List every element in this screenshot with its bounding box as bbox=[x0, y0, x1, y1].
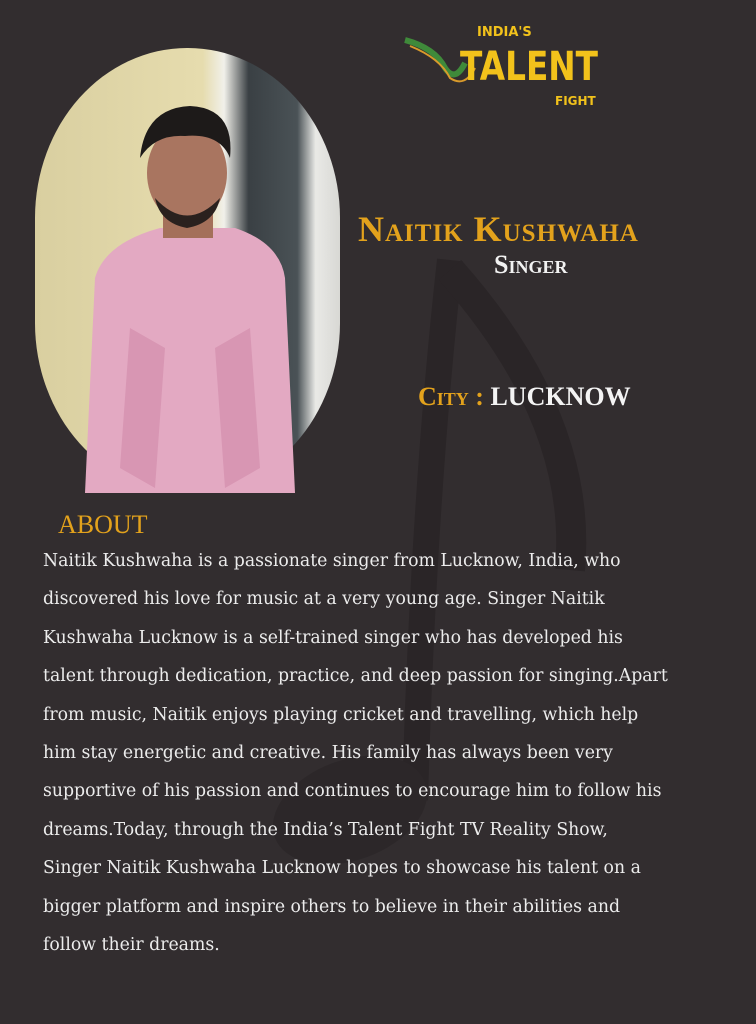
about-line: from music, Naitik enjoys playing cricket and travelling, which help bbox=[43, 704, 639, 725]
about-text bbox=[43, 542, 743, 964]
about-line: bigger platform and inspire others to believe in their abilities and bbox=[43, 896, 621, 917]
logo-line3: FIGHT bbox=[555, 94, 596, 108]
city-value: LUCKNOW bbox=[490, 382, 631, 411]
about-line: dreams.Today, through the India’s Talent Fight TV Reality Show, bbox=[43, 819, 608, 840]
about-heading: ABOUT bbox=[58, 510, 148, 539]
about-line: Singer Naitik Kushwaha Lucknow hopes to showcase his talent on a bbox=[43, 858, 641, 879]
about-line: supportive of his passion and continues to encourage him to follow his bbox=[43, 781, 662, 802]
profile-photo bbox=[35, 48, 340, 493]
profile-city bbox=[418, 382, 631, 412]
logo-line2: TALENT bbox=[460, 44, 599, 90]
about-line: him stay energetic and creative. His family has always been very bbox=[43, 742, 613, 763]
about-line: talent through dedication, practice, and deep passion for singing.Apart bbox=[43, 666, 668, 687]
indias-talent-fight-logo bbox=[405, 22, 605, 110]
profile-name: Naitik Kushwaha bbox=[358, 209, 639, 249]
about-line: discovered his love for music at a very young age. Singer Naitik bbox=[43, 589, 605, 610]
city-label: City : bbox=[418, 382, 484, 411]
about-line: follow their dreams. bbox=[43, 934, 220, 955]
logo-line1: INDIA'S bbox=[477, 25, 532, 40]
about-line: Naitik Kushwaha is a passionate singer from Lucknow, India, who bbox=[43, 551, 621, 571]
about-line: Kushwaha Lucknow is a self-trained singer who has developed his bbox=[43, 627, 623, 648]
profile-role: Singer bbox=[494, 250, 568, 279]
